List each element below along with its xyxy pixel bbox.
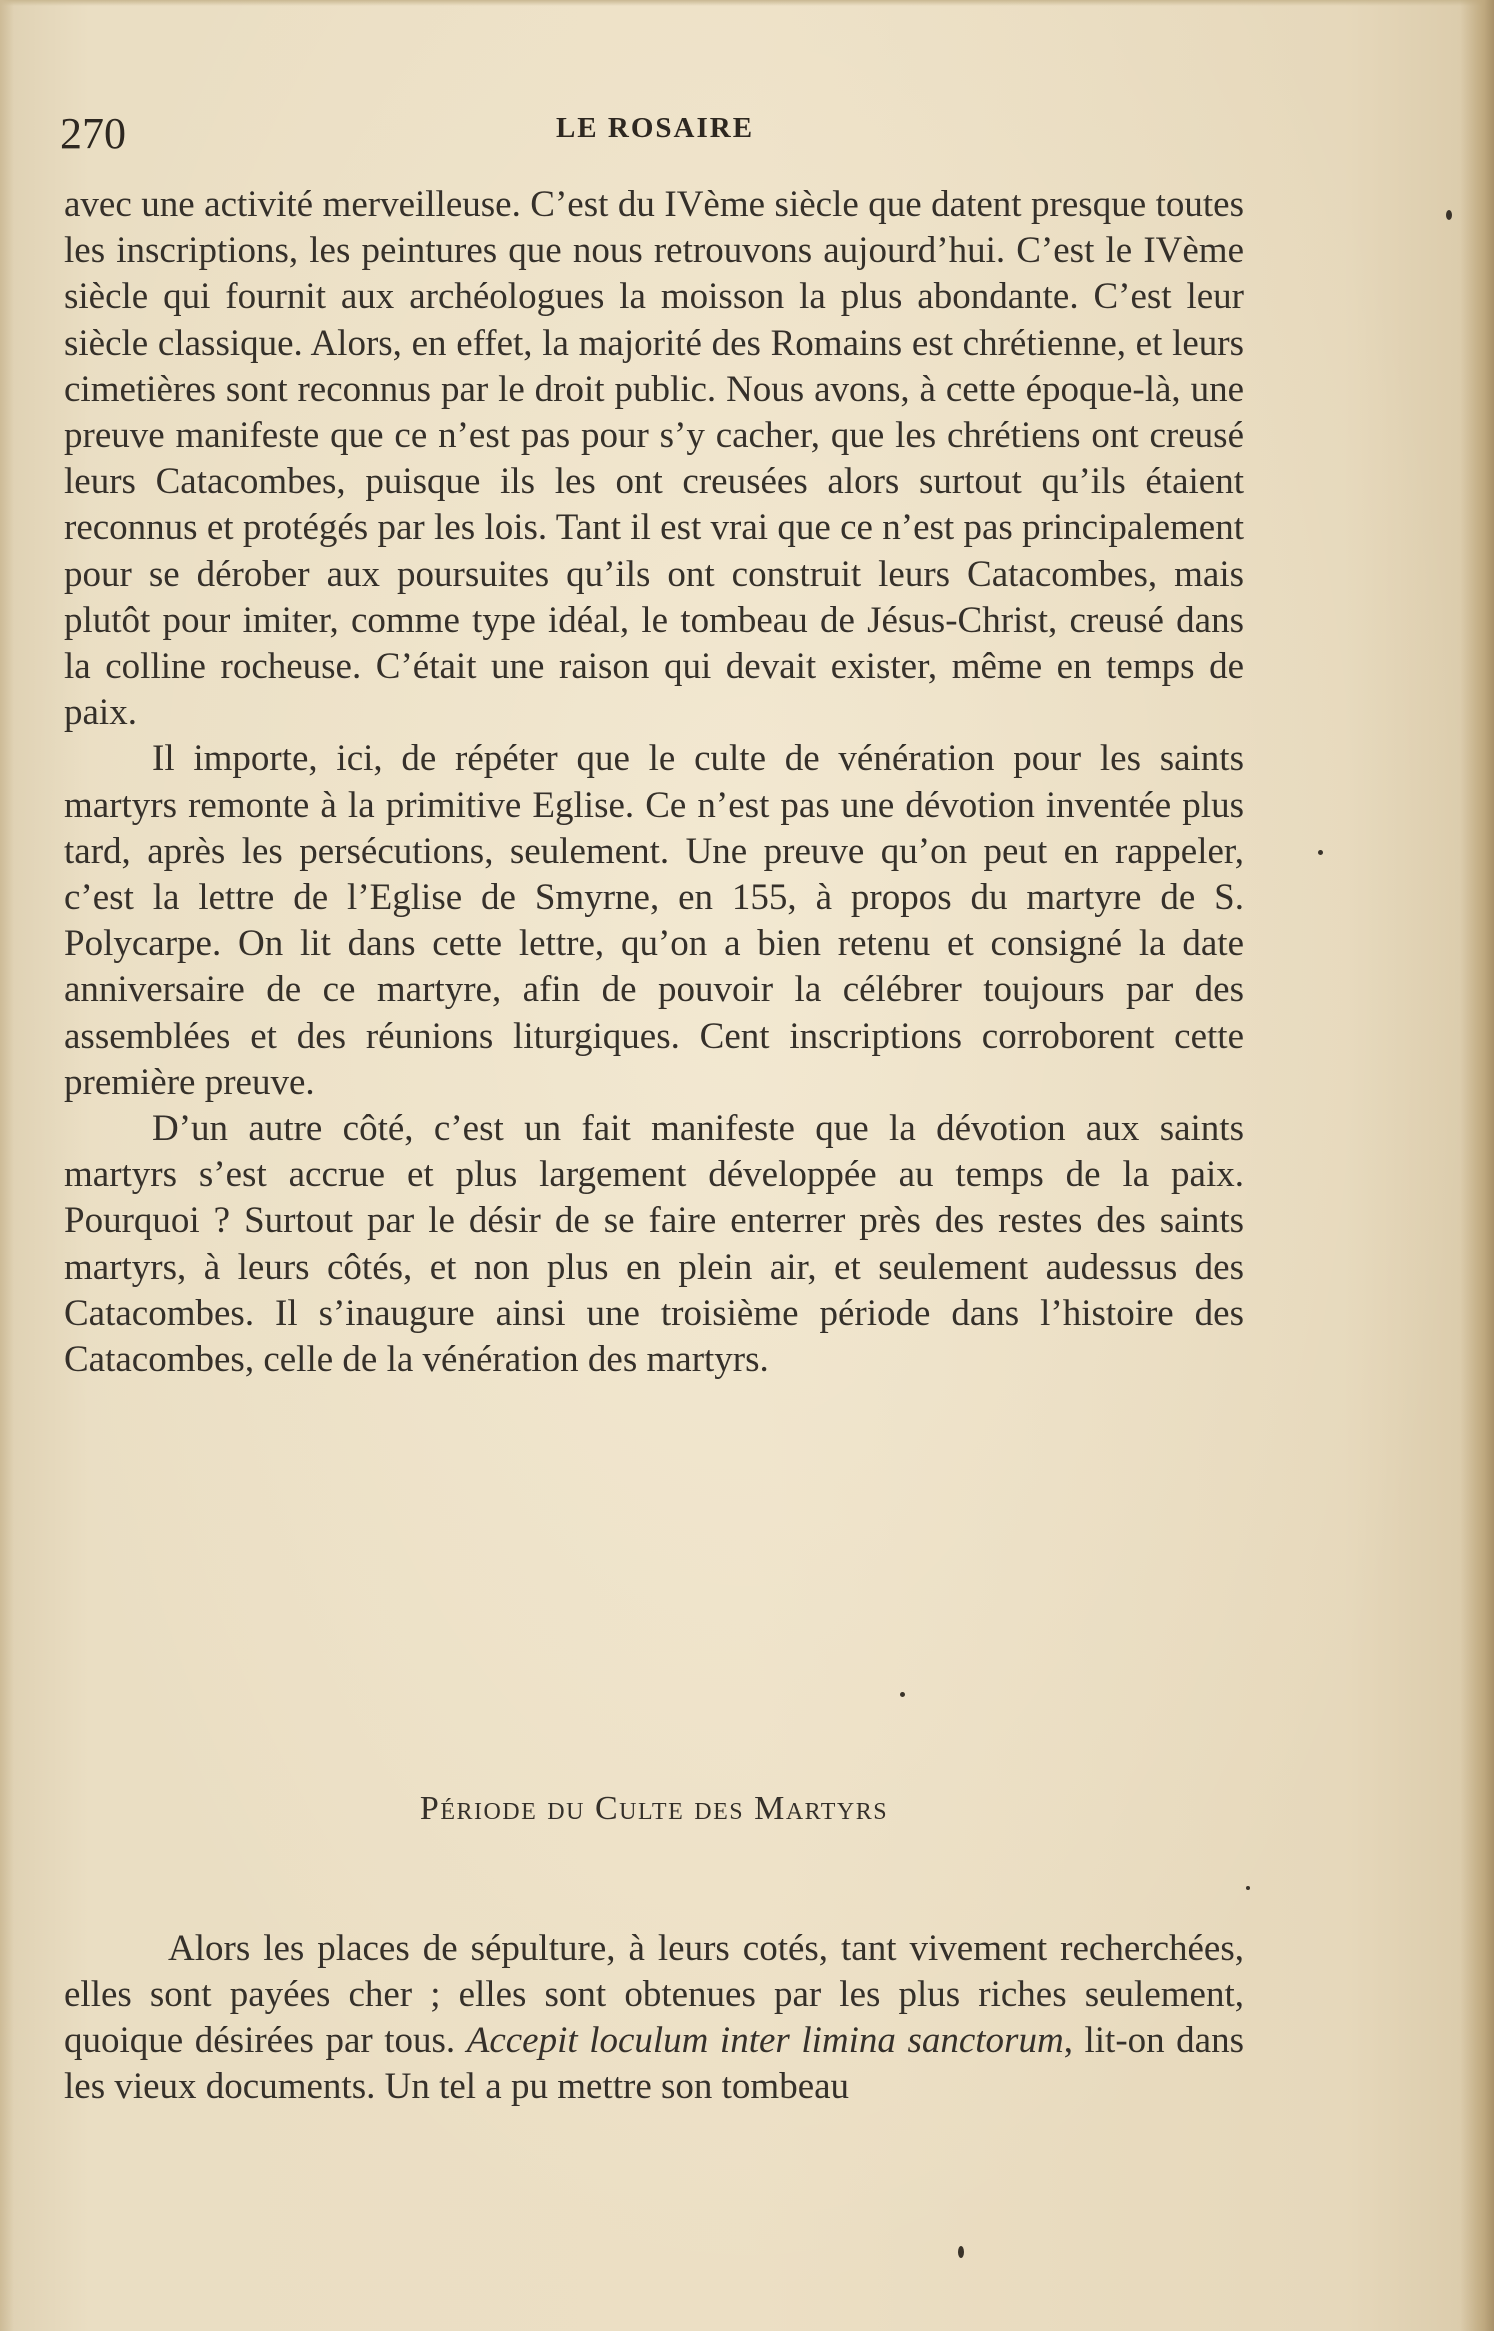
paragraph-continued: avec une activité merveilleuse. C’est du IVème siècle que datent presque toutes les inscriptions, les peintures que nous retrouvons aujourd’hui. C’est le IVème siècle qui fournit aux archéologues la moisson la plus abondante. C’est leur siècle classique. Alors, en effet, la majorité des Romains est chrétienne, et leurs cimetières sont reconnus par le droit public. Nous avons, à cette époque-là, une preuve manifeste que ce n’est pas pour s’y cacher, que les chrétiens ont creusé leurs Catacombes, puisque ils les ont creusées alors surtout qu’ils étaient reconnus et protégés par les lois. Tant il est vrai que ce n’est pas principalement pour se dérober aux poursuites qu’ils ont construit leurs Catacombes, mais plutôt pour imiter, comme type idéal, le tombeau de Jésus-Christ, creusé dans la colline rocheuse. C’était une raison qui devait exister, même en temps de paix. bbox=[64, 184, 1244, 734]
paragraph: Il importe, ici, de répéter que le culte de vénération pour les saints martyrs remonte à la primitive Eglise. Ce n’est pas une dévotion inventée plus tard, après les persécutions, seulement. Une preuve qu’on peut en rappeler, c’est la lettre de l’Eglise de Smyrne, en 155, à propos du martyre de S. Polycarpe. On lit dans cette lettre, qu’on a bien retenu et consigné la date anniversaire de ce martyre, afin de pouvoir la célébrer toujours par des assemblées et des réunions liturgiques. Cent inscriptions corroborent cette première preuve. bbox=[64, 738, 1244, 1103]
section-heading: Période du Culte des Martyrs bbox=[419, 1790, 889, 1827]
page-header bbox=[60, 104, 1250, 164]
page-right-edge bbox=[1460, 0, 1494, 2331]
page-top-edge bbox=[0, 0, 1494, 6]
body-text bbox=[64, 182, 1244, 1383]
latin-quote: Accepit loculum inter limina sanctorum bbox=[466, 2020, 1064, 2061]
page-left-edge bbox=[0, 0, 14, 2331]
running-head: LE ROSAIRE bbox=[555, 112, 755, 144]
print-speck bbox=[900, 1692, 905, 1697]
section-text bbox=[64, 1926, 1244, 2110]
print-speck bbox=[1246, 1886, 1250, 1890]
page-number: 270 bbox=[60, 109, 126, 158]
paragraph-text: Alors les places de sépulture, à leurs cotés, tant vivement recherchées, elles sont payées cher ; elles sont obtenues par les plus riches seulement, quoique désirées par tous. bbox=[64, 1928, 1244, 2061]
print-speck bbox=[1446, 210, 1452, 220]
print-speck bbox=[1318, 850, 1323, 855]
paragraph: D’un autre côté, c’est un fait manifeste que la dévotion aux saints martyrs s’est accrue et plus largement développée au temps de la paix. Pourquoi ? Surtout par le désir de se faire enterrer près des restes des saints martyrs, à leurs côtés, et non plus en plein air, et seulement audessus des Catacombes. Il s’inaugure ainsi une troisième période dans l’histoire des Catacombes, celle de la vénération des martyrs. bbox=[64, 1108, 1244, 1381]
paragraph bbox=[64, 1926, 1244, 2110]
print-speck bbox=[958, 2246, 964, 2258]
paragraph-text: , lit-on dans les vieux documents. Un tel a pu mettre son tombeau bbox=[64, 2020, 1245, 2107]
